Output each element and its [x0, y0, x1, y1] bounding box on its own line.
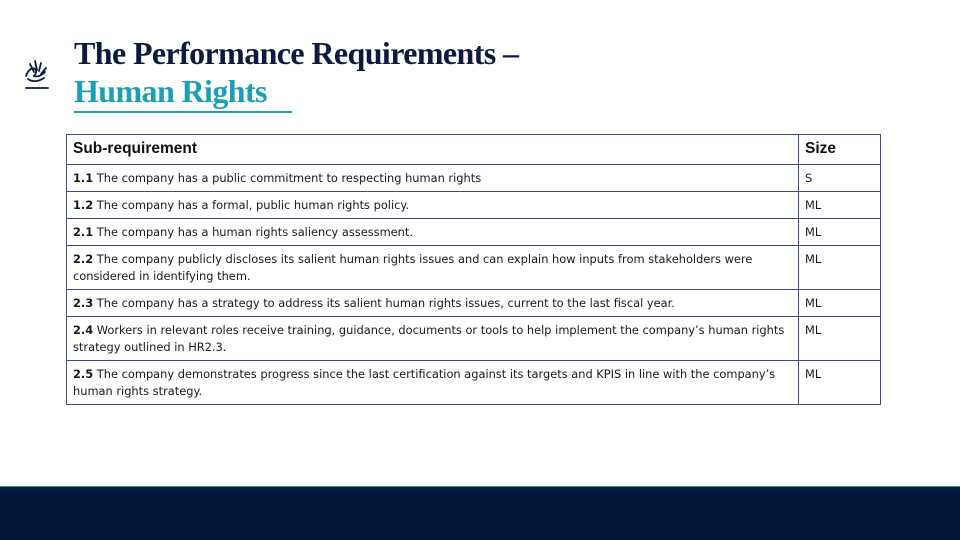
requirement-text: The company demonstrates progress since the last certification against its targets and KPIS in line with the company’s human rights strategy. — [73, 367, 776, 398]
requirement-cell — [67, 165, 799, 192]
table-row — [67, 317, 881, 361]
requirement-cell — [67, 290, 799, 317]
requirement-text: The company has a public commitment to respecting human rights — [93, 171, 482, 185]
requirement-text: The company has a strategy to address its salient human rights issues, current to the last fiscal year. — [93, 296, 675, 310]
size-cell: ML — [799, 246, 881, 290]
requirement-text: Workers in relevant roles receive training, guidance, documents or tools to help implement the company’s human rights strategy outlined in HR2.3. — [73, 323, 785, 354]
size-cell: ML — [799, 290, 881, 317]
column-header-size: Size — [799, 135, 881, 165]
requirements-table — [66, 134, 881, 405]
requirement-number: 2.1 — [73, 225, 94, 239]
requirement-cell — [67, 317, 799, 361]
size-cell: ML — [799, 361, 881, 405]
table-row — [67, 192, 881, 219]
requirement-number: 2.3 — [73, 296, 94, 310]
size-cell: ML — [799, 219, 881, 246]
size-cell: ML — [799, 317, 881, 361]
table-row — [67, 361, 881, 405]
requirement-text: The company publicly discloses its salient human rights issues and can explain how inputs from stakeholders were considered in identifying them. — [73, 252, 753, 283]
requirement-number: 1.1 — [73, 171, 94, 185]
table-header-row — [67, 135, 881, 165]
column-header-sub-requirement: Sub-requirement — [67, 135, 799, 165]
requirement-number: 2.4 — [73, 323, 94, 337]
table-row — [67, 290, 881, 317]
size-cell: ML — [799, 192, 881, 219]
title-line-1: The Performance Requirements – — [74, 35, 519, 71]
hands-logo-icon — [22, 58, 52, 92]
title-line-2: Human Rights — [74, 73, 267, 109]
requirement-number: 2.5 — [73, 367, 94, 381]
requirement-cell — [67, 192, 799, 219]
requirement-text: The company has a formal, public human rights policy. — [93, 198, 410, 212]
footer-band — [0, 486, 960, 540]
table-row — [67, 246, 881, 290]
size-cell: S — [799, 165, 881, 192]
table-row — [67, 219, 881, 246]
requirement-cell — [67, 246, 799, 290]
requirement-number: 2.2 — [73, 252, 94, 266]
title-underline — [74, 111, 292, 113]
requirement-number: 1.2 — [73, 198, 94, 212]
requirement-text: The company has a human rights saliency assessment. — [93, 225, 413, 239]
slide-title — [74, 34, 518, 110]
requirement-cell — [67, 361, 799, 405]
requirement-cell — [67, 219, 799, 246]
table-row — [67, 165, 881, 192]
